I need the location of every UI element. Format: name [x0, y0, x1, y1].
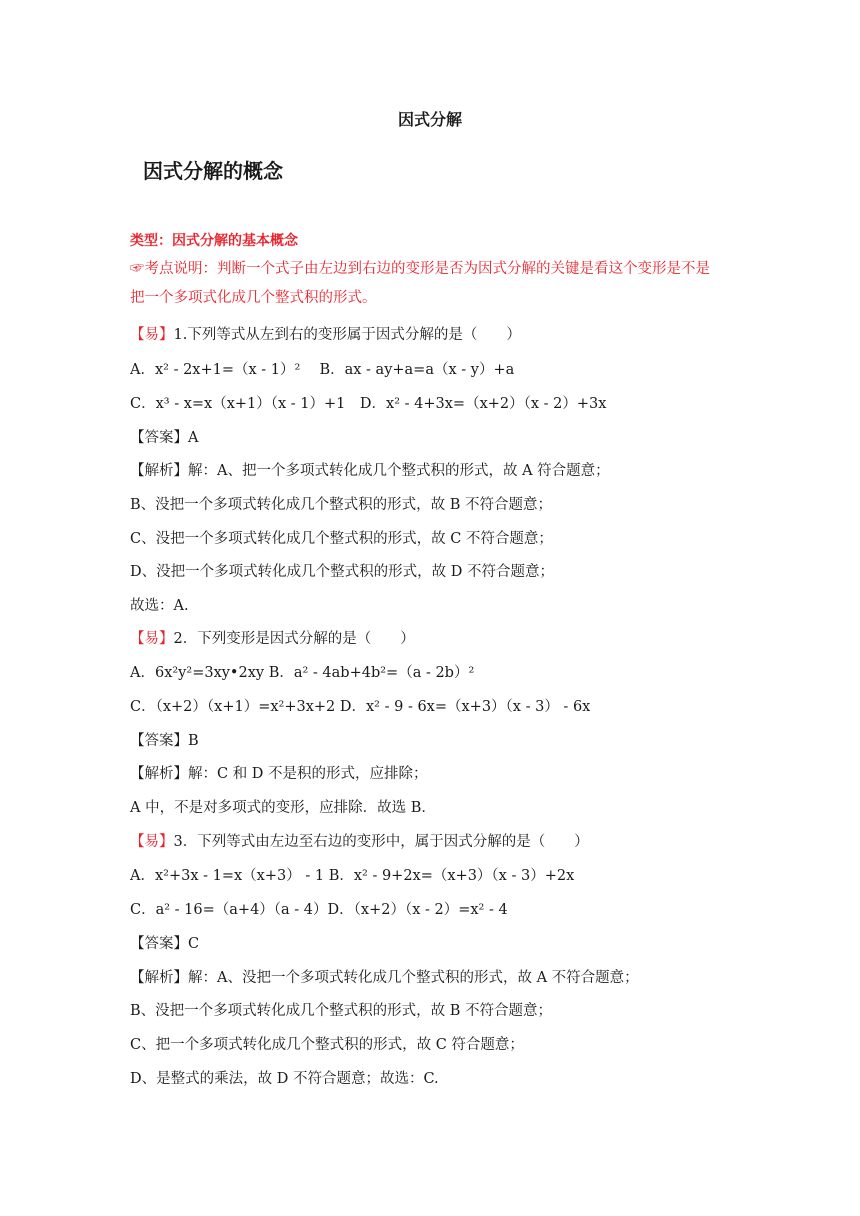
q2-answer: 【答案】B [130, 733, 199, 749]
q1-analysis-line: 故选：A. [130, 598, 189, 614]
q3-stem: 【易】3．下列等式由左边至右边的变形中，属于因式分解的是（ ） [130, 834, 589, 850]
pointing-hand-icon: ☞ [130, 261, 145, 277]
section-title: 因式分解的概念 [143, 159, 283, 183]
q2-stem: 【易】2．下列变形是因式分解的是（ ） [130, 631, 415, 647]
q1-options-ab: A．x² ‑ 2x+1=（x ‑ 1）² B．ax ‑ ay+a=a（x ‑ y）+a [130, 362, 515, 378]
difficulty-tag: 【易】 [130, 327, 174, 343]
q1-analysis-line: C、没把一个多项式转化成几个整式积的形式，故 C 不符合题意； [130, 531, 553, 547]
q3-analysis-line: B、没把一个多项式转化成几个整式积的形式，故 B 不符合题意； [130, 1003, 553, 1019]
q2-analysis-line: A 中，不是对多项式的变形，应排除．故选 B． [130, 800, 436, 816]
q1-analysis-line: B、没把一个多项式转化成几个整式积的形式，故 B 不符合题意； [130, 497, 553, 513]
exam-note-line-2: 把一个多项式化成几个整式积的形式。 [130, 290, 377, 306]
q3-analysis-line: C、把一个多项式转化成几个整式积的形式，故 C 符合题意； [130, 1037, 524, 1053]
difficulty-tag: 【易】 [130, 631, 174, 647]
document-title: 因式分解 [397, 110, 462, 129]
difficulty-tag: 【易】 [130, 834, 174, 850]
q1-analysis-line: D、没把一个多项式转化成几个整式积的形式，故 D 不符合题意； [130, 564, 554, 580]
q3-answer: 【答案】C [130, 936, 200, 952]
q2-analysis-line: 【解析】解：C 和 D 不是积的形式，应排除； [130, 766, 428, 782]
q1-answer: 【答案】A [130, 430, 199, 446]
q1-analysis-line: 【解析】解：A、把一个多项式转化成几个整式积的形式，故 A 符合题意； [130, 463, 610, 479]
type-heading: 类型：因式分解的基本概念 [130, 233, 298, 249]
exam-note-line-1: ☞考点说明：判断一个式子由左边到右边的变形是否为因式分解的关键是看这个变形是不是 [130, 261, 710, 277]
q3-options-cd: C．a² ‑ 16=（a+4）（a ‑ 4）D．（x+2）（x ‑ 2）=x² ‑ 4 [130, 902, 508, 918]
q1-options-cd: C．x³ ‑ x=x（x+1）（x ‑ 1）+1 D．x² ‑ 4+3x=（x+2）（x ‑ 2）+3x [130, 396, 607, 412]
q1-stem: 【易】1.下列等式从左到右的变形属于因式分解的是（ ） [130, 327, 521, 343]
q2-options-ab: A．6x²y²=3xy•2xy B．a² ‑ 4ab+4b²=（a ‑ 2b）² [130, 665, 475, 681]
q3-options-ab: A．x²+3x ‑ 1=x（x+3） ‑ 1 B．x² ‑ 9+2x=（x+3）（x ‑ 3）+2x [130, 868, 575, 884]
q3-analysis-line: 【解析】解：A、没把一个多项式转化成几个整式积的形式，故 A 不符合题意； [130, 970, 639, 986]
q2-options-cd: C．（x+2）（x+1）=x²+3x+2 D．x² ‑ 9 ‑ 6x=（x+3）（x ‑ 3） ‑ 6x [130, 699, 591, 715]
q3-analysis-line: D、是整式的乘法，故 D 不符合题意；故选：C. [130, 1071, 439, 1087]
